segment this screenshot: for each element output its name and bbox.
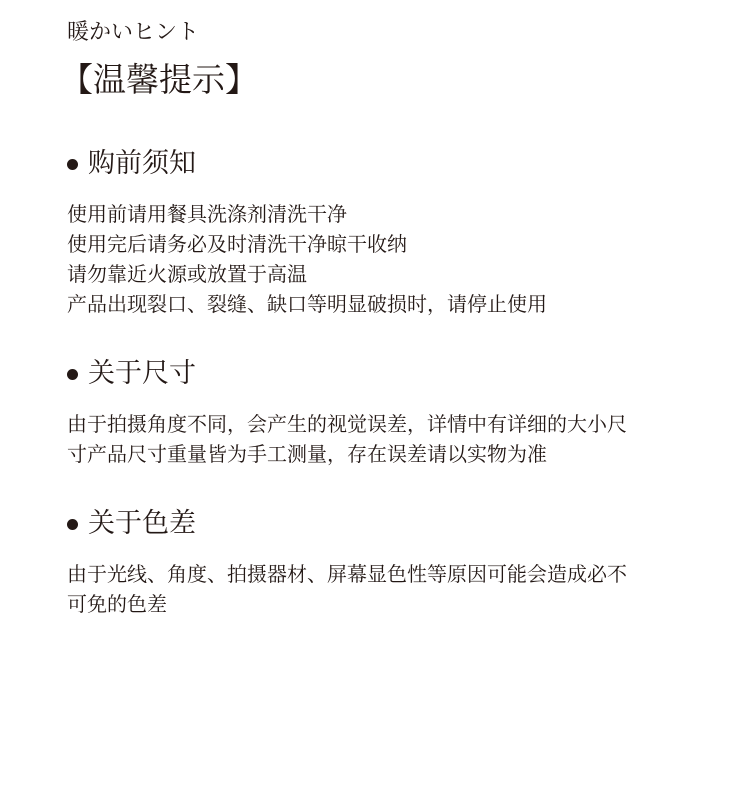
page-title: 【温馨提示】	[60, 60, 258, 99]
body-line: 使用前请用餐具洗涤剂清洗干净	[67, 202, 347, 226]
bullet-icon	[67, 369, 78, 380]
section-body-before-purchase	[67, 199, 547, 319]
section-body-about-size	[67, 409, 627, 469]
body-line: 由于拍摄角度不同，会产生的视觉误差，详情中有详细的大小尺	[67, 412, 627, 436]
section-heading-about-size	[67, 357, 196, 391]
section-heading-label: 关于色差	[88, 508, 196, 539]
body-line: 由于光线、角度、拍摄器材、屏幕显色性等原因可能会造成必不	[67, 562, 627, 586]
body-line: 寸产品尺寸重量皆为手工测量，存在误差请以实物为准	[67, 442, 547, 466]
section-heading-before-purchase	[67, 147, 196, 181]
body-line: 可免的色差	[67, 592, 167, 616]
section-body-about-color	[67, 559, 627, 619]
bullet-icon	[67, 519, 78, 530]
section-heading-label: 关于尺寸	[88, 358, 196, 389]
body-line: 请勿靠近火源或放置于高温	[67, 262, 307, 286]
japanese-subtitle: 暖かいヒント	[67, 20, 200, 45]
body-line: 使用完后请务必及时清洗干净晾干收纳	[67, 232, 407, 256]
bullet-icon	[67, 159, 78, 170]
section-heading-about-color	[67, 507, 196, 541]
section-heading-label: 购前须知	[88, 148, 196, 179]
body-line: 产品出现裂口、裂缝、缺口等明显破损时，请停止使用	[67, 292, 547, 316]
